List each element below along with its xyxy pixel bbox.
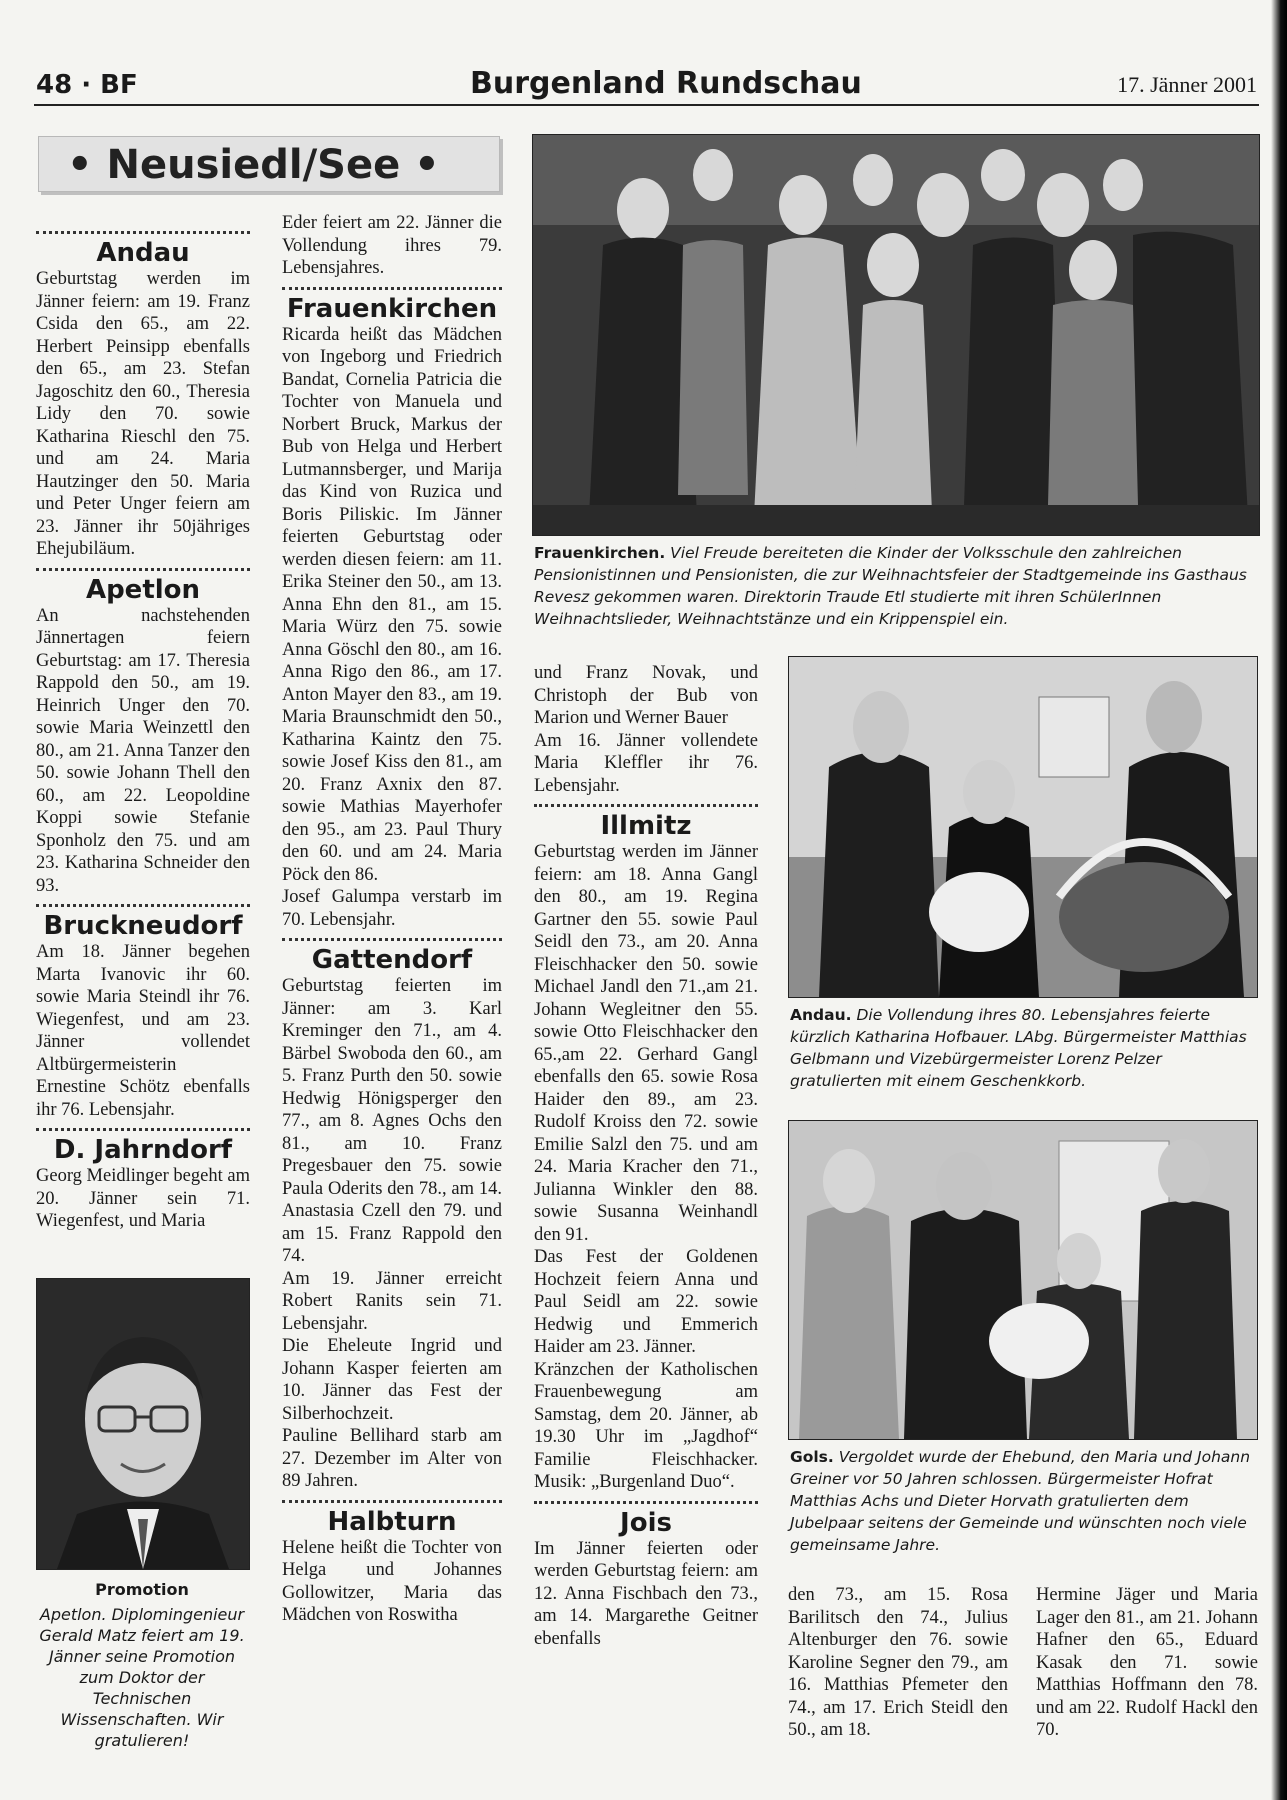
promotion-caption: Apetlon. Diplomingenieur Gerald Matz feiert am 19. Jänner seine Promotion zum Doktor der Technischen Wissenschaften. Wir gratulieren!	[39, 1605, 245, 1750]
divider	[36, 231, 250, 234]
divider	[282, 287, 502, 290]
caption-lead: Andau.	[790, 1006, 852, 1024]
caption-lead: Gols.	[790, 1448, 834, 1466]
andau-gift-basket-illustration	[789, 657, 1257, 997]
section-illmitz-text: Geburtstag werden im Jänner feiern: am 18. Anna Gangl den 80., am 19. Regina Gartner den 55. sowie Paul Seidl den 73., am 20. Anna Fleischhacker den 50. sowie Michael Jandl den 71.,am 21. Johann Wegleitner den 55. sowie Otto Fleischhacker den 65.,am 22. Gerhard Gangl ebenfalls den 65. sowie Rosa Haider den 89., am 23. Rudolf Kroiss den 72. sowie Emilie Salzl den 75. und am 24. Maria Kracher den 71., Julianna Winkler den 88. sowie Susanna Weinhandl den 91.	[534, 842, 758, 1245]
continued-text: und Franz Novak, und Christoph der Bub von Marion und Werner Bauer	[534, 663, 758, 728]
children-choir-illustration	[533, 135, 1259, 535]
section-andau-text: Geburtstag werden im Jänner feiern: am 19. Franz Csida den 65., am 22. Herbert Peinsipp ebenfalls den 65., am 23. Stefan Jagoschitz den 60., Theresia Lidy den 70. sowie Katharina Rieschl den 75. und am 24. Maria Hautzinger den 50. Maria und Peter Unger feiern am 23. Jänner ihr 50jähriges Ehejubiläum.	[36, 269, 250, 559]
divider	[36, 904, 250, 907]
frauenkirchen-caption	[534, 542, 1258, 630]
column-5	[1036, 1584, 1258, 1742]
gols-golden-wedding-illustration	[789, 1121, 1257, 1439]
section-bruckneudorf-title: Bruckneudorf	[43, 911, 243, 941]
section-apetlon-title: Apetlon	[85, 574, 201, 605]
newspaper-title: Burgenland Rundschau	[470, 66, 862, 101]
divider	[534, 1501, 758, 1504]
jois-continued-text: den 73., am 15. Rosa Barilitsch den 74., Julius Altenburger den 76. sowie Karoline Segner den 79., am 16. Matthias Pfemeter den 74., am 17. Erich Steidl den 50., am 18.	[788, 1585, 1008, 1740]
column-4	[788, 1584, 1008, 1742]
column-2	[282, 212, 502, 1627]
jois-continued-text-2: Hermine Jäger und Maria Lager den 81., am 21. Johann Hafner den 65., Eduard Kasak den 71. sowie Matthias Hoffmann den 78. und am 22. Rudolf Hackl den 70.	[1036, 1585, 1258, 1740]
section-djahrndorf-text: Georg Meidlinger begeht am 20. Jänner sein 71. Wiegenfest, und Maria	[36, 1166, 250, 1231]
issue-date: 17. Jänner 2001	[1117, 72, 1257, 97]
page-edge-shadow	[1271, 0, 1287, 1800]
caption-text: Die Vollendung ihres 80. Lebensjahres feierte kürzlich Katharina Hofbauer. LAbg. Bürgermeister Matthias Gelbmann und Vizebürgermeister Lorenz Pelzer gratulierten mit einem Geschenkkorb.	[790, 1006, 1247, 1090]
page-number: 48 · BF	[36, 70, 138, 100]
column-3	[534, 662, 758, 1650]
section-frauenkirchen-text-2: Josef Galumpa verstarb im 70. Lebensjahr.	[282, 887, 502, 930]
section-jois-title: Jois	[620, 1507, 672, 1538]
continued-text-2: Am 16. Jänner vollendete Maria Kleffler ihr 76. Lebensjahr.	[534, 730, 758, 796]
section-jois-text: Im Jänner feierten oder werden Geburtstag feiern: am 12. Anna Fischbach den 73., am 14. Margarethe Geitner ebenfalls	[534, 1538, 758, 1649]
region-title: • Neusiedl/See •	[38, 136, 500, 192]
section-gattendorf-text-3: Die Eheleute Ingrid und Johann Kasper feierten am 10. Jänner das Fest der Silberhochzeit.	[282, 1336, 502, 1424]
section-illmitz-text-2: Das Fest der Goldenen Hochzeit feiern Anna und Paul Seidl am 22. sowie Hedwig und Emmerich Haider am 23. Jänner.	[534, 1247, 758, 1357]
section-illmitz-text-3: Kränzchen der Katholischen Frauenbewegung am Samstag, dem 20. Jänner, ab 19.30 Uhr im „Jagdhof“ Familie Fleischhacker. Musik: „Burgenland Duo“.	[534, 1359, 758, 1492]
divider	[36, 1128, 250, 1131]
section-halbturn-title: Halbturn	[327, 1506, 457, 1537]
section-apetlon-text: An nachstehenden Jännertagen feiern Geburtstag: am 17. Theresia Rappold den 50., am 19. Heinrich Unger den 70. sowie Maria Weinzettl den 80., am 21. Anna Tanzer den 50. sowie Johann Thell den 60., am 22. Leopoldine Koppi sowie Stefanie Sponholz den 75. und am 23. Katharina Schneider den 93.	[36, 605, 250, 896]
andau-photo	[788, 656, 1258, 998]
section-andau-title: Andau	[96, 238, 190, 268]
section-frauenkirchen-title: Frauenkirchen	[286, 293, 498, 324]
gols-caption	[790, 1446, 1256, 1556]
frauenkirchen-photo	[532, 134, 1260, 536]
divider	[534, 804, 758, 807]
gols-photo	[788, 1120, 1258, 1440]
divider	[36, 568, 250, 571]
section-frauenkirchen-text: Ricarda heißt das Mädchen von Ingeborg und Friedrich Bandat, Cornelia Patricia die Tochter von Manuela und Norbert Bruck, Markus der Bub von Helga und Herbert Lutmannsberger, und Marija das Kind von Ruzica und Boris Piliskic. Im Jänner feierten Geburtstag oder werden diesen feiern: am 11. Erika Steiner den 50., am 13. Anna Ehn den 81., am 15. Maria Würz den 75. sowie Anna Göschl den 80., am 16. Anna Rigo den 86., am 17. Anton Mayer den 83., am 19. Maria Braunschmidt den 50., Katharina Kaintz den 75. sowie Josef Kiss den 81., am 20. Franz Axnix den 87. sowie Mathias Mayerhofer den 95., am 23. Paul Thury den 60. und am 24. Maria Pöck den 86.	[282, 324, 502, 885]
divider	[282, 938, 502, 941]
portrait-illustration	[37, 1279, 249, 1569]
continued-text: Eder feiert am 22. Jänner die Vollendung ihres 79. Lebensjahres.	[282, 213, 502, 278]
section-gattendorf-text-4: Pauline Bellihard starb am 27. Dezember im Alter von 89 Jahren.	[282, 1426, 502, 1491]
section-gattendorf-text: Geburtstag feierten im Jänner: am 3. Karl Kreminger den 71., am 4. Bärbel Swoboda den 60., am 5. Franz Purth den 50. sowie Hedwig Hönigsperger den 77., am 8. Agnes Ochs den 81., am 10. Franz Pregesbauer den 75. sowie Paula Oderits den 78., am 14. Anastasia Czell den 79. und am 15. Franz Rappold den 74.	[282, 976, 502, 1266]
header-rule	[34, 104, 1259, 106]
section-halbturn-text: Helene heißt die Tochter von Helga und Johannes Gollowitzer, Maria das Mädchen von Roswitha	[282, 1537, 502, 1625]
section-gattendorf-text-2: Am 19. Jänner erreicht Robert Ranits sein 71. Lebensjahr.	[282, 1268, 502, 1334]
divider	[282, 1500, 502, 1503]
section-bruckneudorf-text: Am 18. Jänner begehen Marta Ivanovic ihr 60. sowie Maria Steindl ihr 76. Wiegenfest, und am 23. Jänner vollendet Altbürgermeisterin Ernestine Schötz ebenfalls ihr 76. Lebensjahr.	[36, 942, 250, 1120]
caption-text: Vergoldet wurde der Ehebund, den Maria und Johann Greiner vor 50 Jahren schlossen. Bürgermeister Hofrat Matthias Achs und Dieter Horvath gratulierten dem Jubelpaar seitens der Gemeinde und wünschten noch viele gemeinsame Jahre.	[790, 1448, 1251, 1554]
section-gattendorf-title: Gattendorf	[311, 945, 473, 975]
section-djahrndorf-title: D. Jahrndorf	[53, 1135, 233, 1165]
section-illmitz-title: Illmitz	[600, 811, 692, 841]
andau-caption	[790, 1004, 1256, 1092]
portrait-photo	[36, 1278, 250, 1570]
caption-text: Viel Freude bereiteten die Kinder der Volksschule den zahlreichen Pensionistinnen und Pensionisten, die zur Weihnachtsfeier der Stadtgemeinde ins Gasthaus Revesz gekommen waren. Direktorin Traude Etl studierte mit ihren SchülerInnen Weihnachtslieder, Weihnachtstänze und ein Krippenspiel ein.	[534, 544, 1247, 628]
column-1	[36, 224, 250, 1233]
caption-lead: Frauenkirchen.	[534, 544, 666, 562]
promotion-title: Promotion	[95, 1580, 189, 1599]
